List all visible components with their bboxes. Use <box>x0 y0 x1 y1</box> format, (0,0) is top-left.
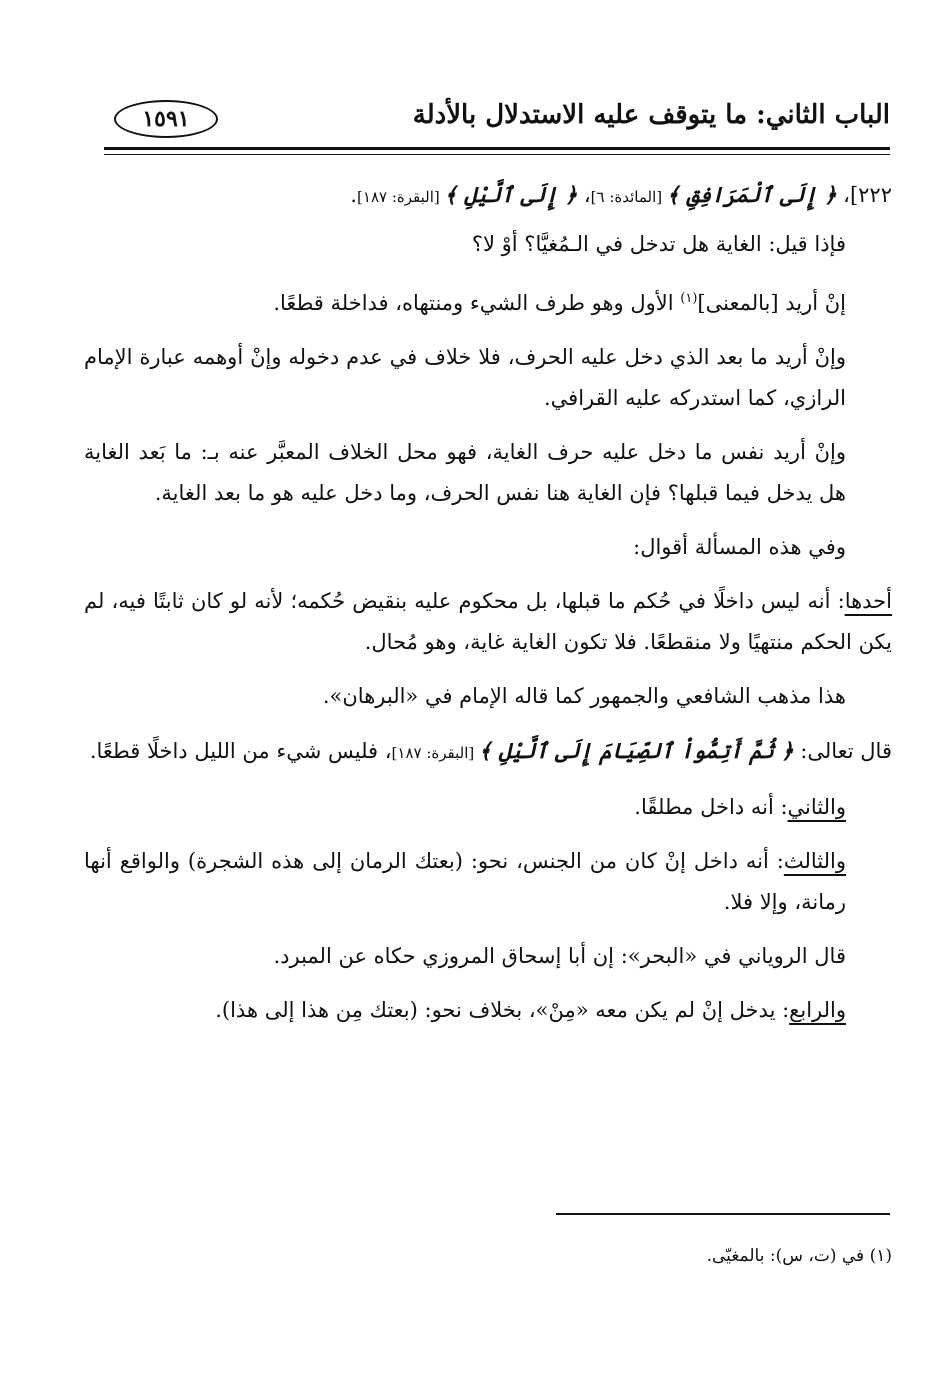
verse-reference: [البقرة: ١٨٧] <box>391 744 480 762</box>
paragraph <box>84 581 892 663</box>
text-segment: فإذا قيل: الغاية هل تدخل في الـمُغيَّا؟ أوْ لا؟ <box>471 232 846 256</box>
paragraph <box>84 174 892 218</box>
verse-reference: [البقرة: ١٨٧] <box>357 188 445 206</box>
text-segment: ، فليس شيء من الليل داخلًا قطعًا. <box>89 739 392 763</box>
paragraph <box>84 841 892 923</box>
paragraph <box>84 730 892 774</box>
opinion-label: والثاني <box>787 795 846 819</box>
chapter-title: الباب الثاني: ما يتوقف عليه الاستدلال بالأدلة <box>412 100 890 130</box>
text-segment: : يدخل إنْ لم يكن معه «مِنْ»، بخلاف نحو: (بعتك مِن هذا إلى هذا). <box>215 998 790 1022</box>
opinion-label: والثالث <box>783 849 846 873</box>
paragraph <box>84 432 892 514</box>
header-rule-thick <box>104 147 890 150</box>
text-segment: إنْ أريد [بالمعنى] <box>697 291 846 315</box>
verse-reference: [المائدة: ٦] <box>590 188 667 206</box>
text-segment: : أنه ليس داخلًا في حُكم ما قبلها، بل محكوم عليه بنقيض حُكمه؛ لأنه لو كان ثابتًا فيه، لم يكن الحكم منتهيًا ولا منقطعًا. فلا تكون الغاية غاية، وهو مُحال. <box>84 589 892 654</box>
opinion-label: والرابع <box>789 998 846 1022</box>
opinion-label: أحدها <box>844 589 892 613</box>
paragraph <box>84 337 892 419</box>
text-segment: ٢٢٢]، <box>836 183 892 207</box>
text-segment: قال الروياني في «البحر»: إن أبا إسحاق المروزي حكاه عن المبرد. <box>273 944 846 968</box>
text-segment: الأول وهو طرف الشيء ومنتهاه، فداخلة قطعًا. <box>273 291 681 315</box>
text-segment: ، <box>577 183 591 207</box>
running-header <box>100 92 890 148</box>
text-segment: هذا مذهب الشافعي والجمهور كما قاله الإمام في «البرهان». <box>322 684 846 708</box>
header-rule-thin <box>104 154 890 155</box>
footnote-separator <box>556 1213 890 1215</box>
paragraph <box>84 787 892 828</box>
text-segment: : أنه داخل إنْ كان من الجنس، نحو: (بعتك الرمان إلى هذه الشجرة) والواقع أنها رمانة، وإلا فلا. <box>84 849 846 914</box>
text-segment: وإنْ أريد ما بعد الذي دخل عليه الحرف، فلا خلاف في عدم دخوله وإنْ أوهمه عبارة الإمام الرازي، كما استدركه عليه القرافي. <box>84 345 846 410</box>
paragraph <box>84 527 892 568</box>
paragraph <box>84 676 892 717</box>
page-number-badge: ١٥٩١ <box>114 100 218 138</box>
text-segment: . <box>350 183 358 207</box>
quran-verse: ﴿ إِلَى ٱلَّيْلِ ﴾ <box>444 182 578 207</box>
paragraph <box>84 278 892 324</box>
body-text <box>84 174 892 1044</box>
paragraph <box>84 936 892 977</box>
text-segment: قال تعالى: <box>793 739 892 763</box>
footnote-marker: (١) <box>680 291 698 306</box>
text-segment: وإنْ أريد نفس ما دخل عليه حرف الغاية، فهو محل الخلاف المعبَّر عنه بـ: ما بَعد الغاية هل يدخل فيما قبلها؟ فإن الغاية هنا نفس الحرف، وما دخل عليه هو ما بعد الغاية. <box>84 440 846 505</box>
text-segment: : أنه داخل مطلقًا. <box>634 795 788 819</box>
quran-verse: ﴿ إِلَى ٱلْمَرَافِقِ ﴾ <box>666 182 837 207</box>
quran-verse: ﴿ ثُمَّ أَتِمُّواْ ٱلصِّيَامَ إِلَى ٱلَّيْلِ ﴾ <box>479 738 794 763</box>
paragraph <box>84 990 892 1031</box>
text-segment: وفي هذه المسألة أقوال: <box>633 535 846 559</box>
footnote: (١) في (ت، س): بالمغيّى. <box>706 1246 892 1266</box>
paragraph <box>84 224 892 265</box>
